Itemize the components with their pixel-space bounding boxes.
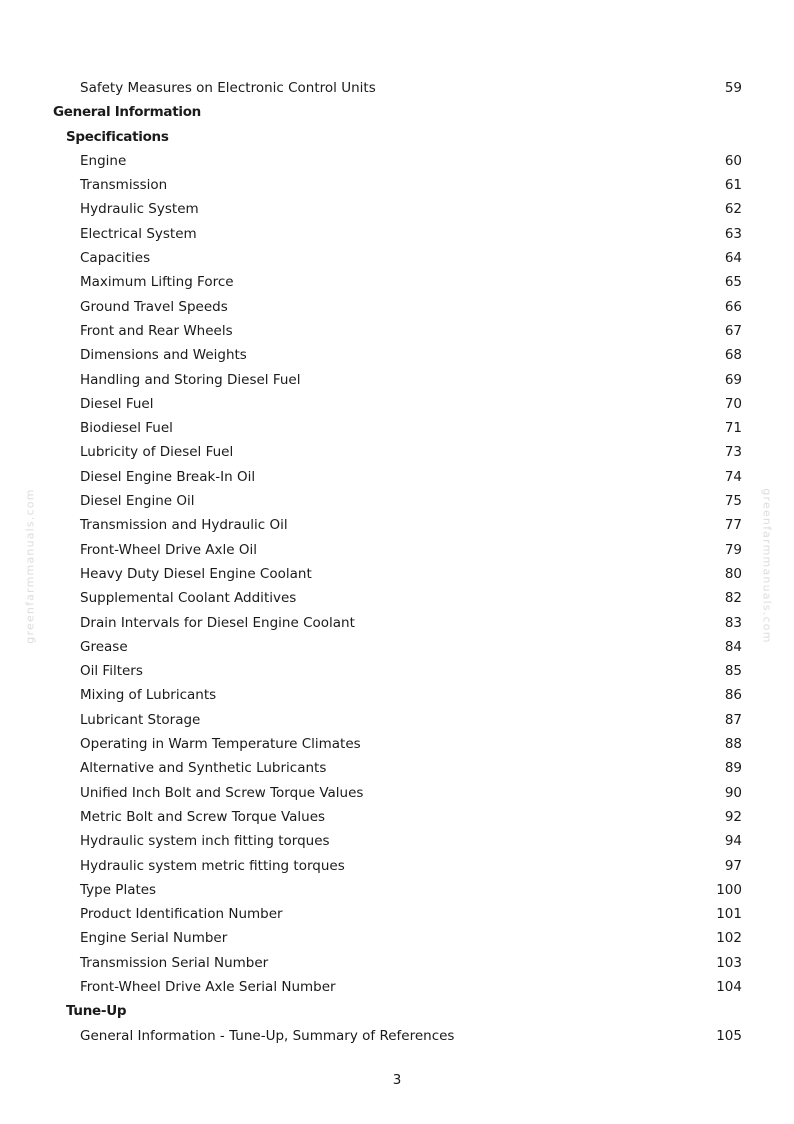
toc-entry-page-number: 104 xyxy=(716,978,742,995)
toc-entry-page-number: 86 xyxy=(724,687,742,704)
toc-entry-page-number: 73 xyxy=(724,444,742,461)
toc-entry-title: Transmission Serial Number xyxy=(80,954,269,971)
toc-entry-title: Handling and Storing Diesel Fuel xyxy=(80,371,301,388)
toc-entry-title: Front and Rear Wheels xyxy=(80,322,233,339)
toc-entry-title: Grease xyxy=(80,638,128,655)
toc-entry-page-number: 90 xyxy=(724,784,742,801)
toc-entry-page-number: 65 xyxy=(724,274,742,291)
toc-entry-title: Biodiesel Fuel xyxy=(80,420,173,437)
toc-entry-page-number: 75 xyxy=(724,493,742,510)
toc-entry[interactable] xyxy=(0,562,794,586)
toc-entry-title: Ground Travel Speeds xyxy=(80,298,228,315)
toc-entry-title: Hydraulic system metric fitting torques xyxy=(80,857,345,874)
toc-entry-page-number: 77 xyxy=(724,517,742,534)
toc-entry-page-number: 61 xyxy=(724,177,742,194)
toc-entry-title: Drain Intervals for Diesel Engine Coolant xyxy=(80,614,355,631)
toc-entry-title: Maximum Lifting Force xyxy=(80,274,234,291)
toc-section-heading xyxy=(0,999,794,1023)
toc-entry[interactable] xyxy=(0,76,794,100)
toc-entry-title: Supplemental Coolant Additives xyxy=(80,590,297,607)
toc-entry[interactable] xyxy=(0,489,794,513)
toc-entry[interactable] xyxy=(0,635,794,659)
toc-entry[interactable] xyxy=(0,392,794,416)
toc-entry[interactable] xyxy=(0,878,794,902)
toc-entry-page-number: 88 xyxy=(724,736,742,753)
toc-entry[interactable] xyxy=(0,368,794,392)
toc-entry-page-number: 62 xyxy=(724,201,742,218)
toc-entry-page-number: 84 xyxy=(724,638,742,655)
toc-entry-page-number: 63 xyxy=(724,225,742,242)
toc-entry-title: Diesel Engine Break-In Oil xyxy=(80,468,256,485)
toc-entry[interactable] xyxy=(0,951,794,975)
toc-entry[interactable] xyxy=(0,781,794,805)
toc-entry[interactable] xyxy=(0,295,794,319)
toc-entry-page-number: 87 xyxy=(724,711,742,728)
toc-entry[interactable] xyxy=(0,513,794,537)
toc-section-heading xyxy=(0,100,794,124)
toc-entry-title: Lubricity of Diesel Fuel xyxy=(80,444,234,461)
toc-entry[interactable] xyxy=(0,854,794,878)
toc-entry-title: Hydraulic system inch fitting torques xyxy=(80,833,330,850)
toc-entry-title: Engine Serial Number xyxy=(80,930,228,947)
toc-entry[interactable] xyxy=(0,926,794,950)
toc-entry-title: General Information xyxy=(53,104,201,121)
toc-entry[interactable] xyxy=(0,829,794,853)
toc-entry-page-number: 79 xyxy=(724,541,742,558)
toc-entry[interactable] xyxy=(0,465,794,489)
toc-entry-page-number: 89 xyxy=(724,760,742,777)
toc-entry-title: Front-Wheel Drive Axle Serial Number xyxy=(80,978,336,995)
toc-entry-title: Operating in Warm Temperature Climates xyxy=(80,736,361,753)
toc-entry[interactable] xyxy=(0,683,794,707)
toc-entry-title: Heavy Duty Diesel Engine Coolant xyxy=(80,565,312,582)
toc-entry-title: Hydraulic System xyxy=(80,201,199,218)
toc-entry[interactable] xyxy=(0,708,794,732)
toc-entry[interactable] xyxy=(0,270,794,294)
toc-entry-page-number: 70 xyxy=(724,395,742,412)
toc-entry[interactable] xyxy=(0,197,794,221)
toc-entry-page-number: 66 xyxy=(724,298,742,315)
toc-entry-page-number: 94 xyxy=(724,833,742,850)
toc-entry-page-number: 67 xyxy=(724,322,742,339)
table-of-contents xyxy=(0,76,794,1048)
toc-entry-page-number: 64 xyxy=(724,250,742,267)
toc-entry-title: Diesel Fuel xyxy=(80,395,154,412)
toc-entry-page-number: 100 xyxy=(716,881,742,898)
toc-entry-page-number: 60 xyxy=(724,152,742,169)
toc-entry-title: Transmission xyxy=(80,177,168,194)
toc-entry-page-number: 103 xyxy=(716,954,742,971)
toc-entry[interactable] xyxy=(0,319,794,343)
toc-entry-title: Alternative and Synthetic Lubricants xyxy=(80,760,327,777)
toc-entry[interactable] xyxy=(0,538,794,562)
toc-entry-title: General Information - Tune-Up, Summary of References xyxy=(80,1027,455,1044)
toc-entry-title: Capacities xyxy=(80,250,151,267)
toc-entry[interactable] xyxy=(0,611,794,635)
toc-entry-title: Mixing of Lubricants xyxy=(80,687,217,704)
toc-entry-page-number: 80 xyxy=(724,565,742,582)
toc-entry-title: Specifications xyxy=(66,128,169,145)
toc-entry-page-number: 83 xyxy=(724,614,742,631)
toc-entry-title: Metric Bolt and Screw Torque Values xyxy=(80,808,326,825)
toc-entry-page-number: 68 xyxy=(724,347,742,364)
toc-entry-title: Tune-Up xyxy=(66,1003,127,1020)
toc-entry-page-number: 105 xyxy=(716,1027,742,1044)
toc-entry[interactable] xyxy=(0,173,794,197)
page-number: 3 xyxy=(392,1072,402,1088)
toc-entry-page-number: 71 xyxy=(724,420,742,437)
toc-entry[interactable] xyxy=(0,343,794,367)
toc-section-heading xyxy=(0,125,794,149)
toc-entry-title: Front-Wheel Drive Axle Oil xyxy=(80,541,258,558)
toc-entry-title: Type Plates xyxy=(80,881,157,898)
toc-entry[interactable] xyxy=(0,1024,794,1048)
toc-entry-page-number: 69 xyxy=(724,371,742,388)
toc-entry[interactable] xyxy=(0,222,794,246)
toc-entry-page-number: 102 xyxy=(716,930,742,947)
toc-entry[interactable] xyxy=(0,416,794,440)
toc-entry[interactable] xyxy=(0,805,794,829)
toc-entry-title: Safety Measures on Electronic Control Units xyxy=(80,80,376,96)
toc-entry[interactable] xyxy=(0,149,794,173)
toc-entry-page-number: 59 xyxy=(724,80,742,96)
toc-entry[interactable] xyxy=(0,975,794,999)
toc-entry[interactable] xyxy=(0,246,794,270)
watermark-left: greenfarmmanuals.com xyxy=(23,488,37,644)
toc-entry[interactable] xyxy=(0,902,794,926)
toc-entry-title: Electrical System xyxy=(80,225,197,242)
toc-entry-page-number: 92 xyxy=(724,808,742,825)
toc-entry-page-number: 82 xyxy=(724,590,742,607)
toc-entry[interactable] xyxy=(0,659,794,683)
toc-entry-title: Lubricant Storage xyxy=(80,711,201,728)
toc-entry-title: Engine xyxy=(80,152,127,169)
toc-entry[interactable] xyxy=(0,440,794,464)
toc-entry[interactable] xyxy=(0,756,794,780)
toc-entry-title: Diesel Engine Oil xyxy=(80,493,195,510)
toc-entry-title: Unified Inch Bolt and Screw Torque Values xyxy=(80,784,364,801)
toc-entry-title: Dimensions and Weights xyxy=(80,347,247,364)
toc-entry-title: Product Identification Number xyxy=(80,906,283,923)
toc-entry-page-number: 74 xyxy=(724,468,742,485)
watermark-right: greenfarmmanuals.com xyxy=(760,488,774,644)
toc-entry[interactable] xyxy=(0,732,794,756)
toc-entry[interactable] xyxy=(0,586,794,610)
toc-entry-page-number: 85 xyxy=(724,663,742,680)
toc-entry-page-number: 97 xyxy=(724,857,742,874)
toc-entry-title: Oil Filters xyxy=(80,663,143,680)
toc-entry-page-number: 101 xyxy=(716,906,742,923)
toc-entry-title: Transmission and Hydraulic Oil xyxy=(80,517,288,534)
